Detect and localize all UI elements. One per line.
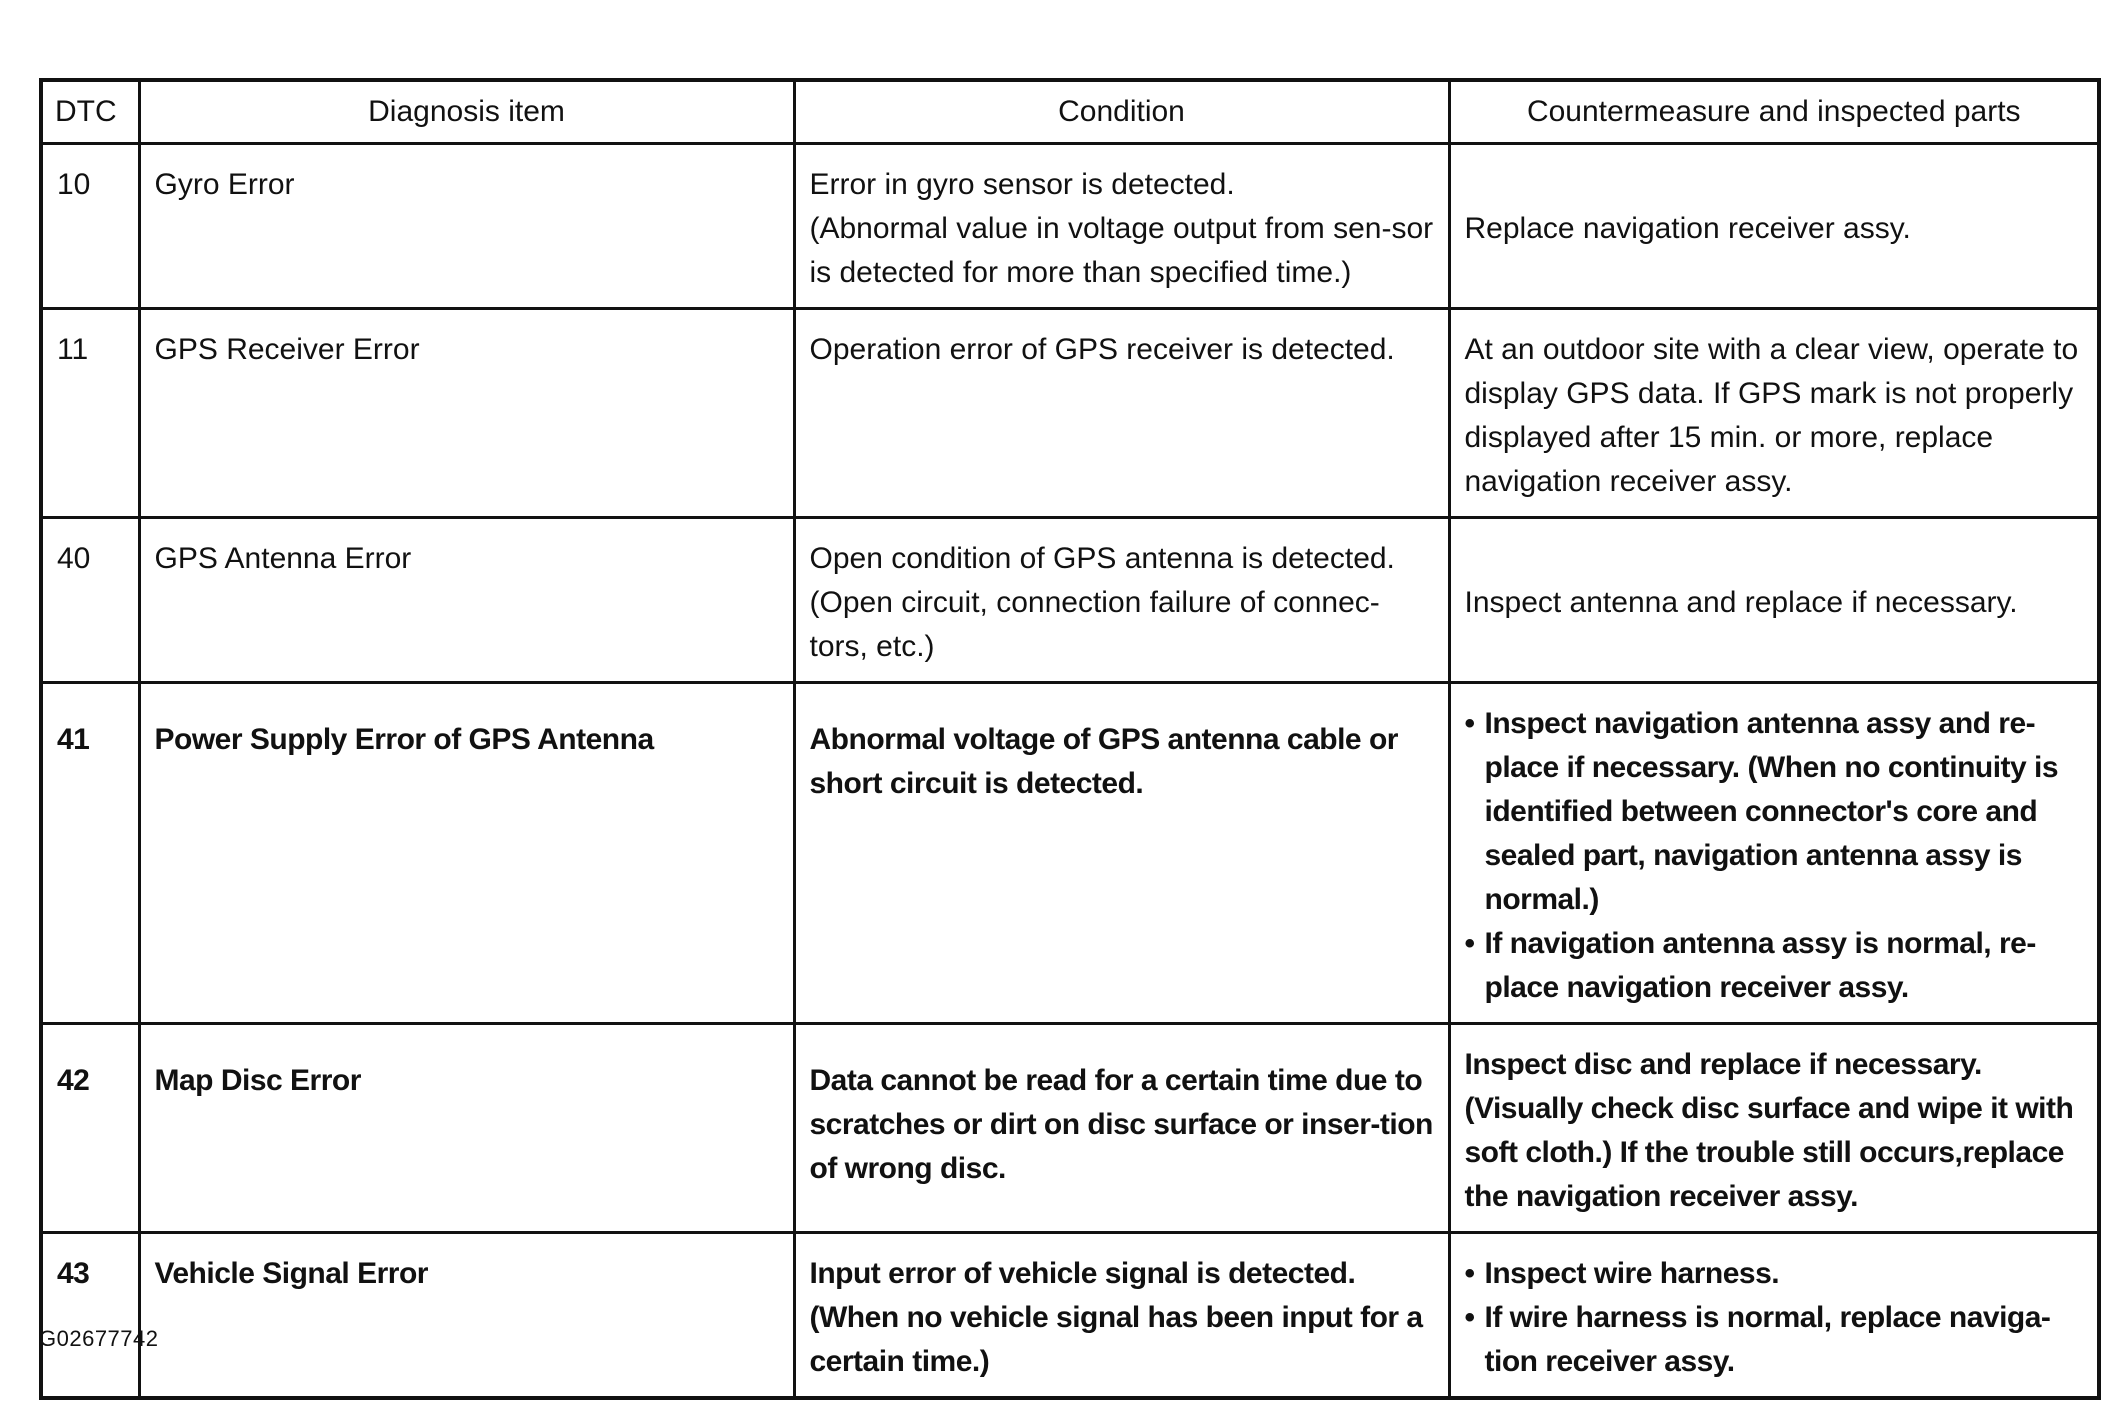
list-item: • If wire harness is normal, replace naviga-tion receiver assy. xyxy=(1465,1296,2084,1384)
diagnosis-item: Map Disc Error xyxy=(139,1024,794,1233)
dtc-table xyxy=(39,78,2101,1400)
table-row xyxy=(41,1024,2099,1233)
dtc-code: 43 xyxy=(41,1233,139,1399)
table-row xyxy=(41,683,2099,1024)
header-countermeasure: Countermeasure and inspected parts xyxy=(1449,80,2099,144)
countermeasure-cell: Inspect antenna and replace if necessary. xyxy=(1449,518,2099,683)
list-item: • Inspect navigation antenna assy and re-place if necessary. (When no continuity is identified between connector's core and sealed part, navigation antenna assy is normal.) xyxy=(1465,702,2084,922)
table-row xyxy=(41,144,2099,309)
condition-cell xyxy=(794,518,1449,683)
countermeasure-cell xyxy=(1449,1233,2099,1399)
condition-text: (When no vehicle signal has been input for a certain time.) xyxy=(809,1301,1423,1378)
condition-text: (Open circuit, connection failure of connec-tors, etc.) xyxy=(809,586,1380,663)
condition-cell: Operation error of GPS receiver is detected. xyxy=(794,309,1449,518)
condition-text: Open condition of GPS antenna is detected. xyxy=(809,542,1395,575)
table-header-row xyxy=(41,80,2099,144)
table-row xyxy=(41,518,2099,683)
condition-cell: Data cannot be read for a certain time due to scratches or dirt on disc surface or inser-tion of wrong disc. xyxy=(794,1024,1449,1233)
list-item: • If navigation antenna assy is normal, re-place navigation receiver assy. xyxy=(1465,922,2084,1010)
countermeasure-cell: At an outdoor site with a clear view, operate to display GPS data. If GPS mark is not properly displayed after 15 min. or more, replace navigation receiver assy. xyxy=(1449,309,2099,518)
condition-text: Input error of vehicle signal is detected. xyxy=(809,1257,1356,1290)
table-row xyxy=(41,1233,2099,1399)
dtc-code: 10 xyxy=(41,144,139,309)
header-condition: Condition xyxy=(794,80,1449,144)
condition-cell xyxy=(794,144,1449,309)
dtc-code: 42 xyxy=(41,1024,139,1233)
condition-text: Error in gyro sensor is detected. xyxy=(809,168,1235,201)
countermeasure-list xyxy=(1465,1252,2084,1384)
dtc-code: 11 xyxy=(41,309,139,518)
condition-cell xyxy=(794,1233,1449,1399)
diagnosis-item: Power Supply Error of GPS Antenna xyxy=(139,683,794,1024)
list-item: • Inspect wire harness. xyxy=(1465,1252,2084,1296)
diagnosis-item: Vehicle Signal Error xyxy=(139,1233,794,1399)
condition-text: (Abnormal value in voltage output from sen-sor is detected for more than specified time.) xyxy=(809,212,1434,289)
dtc-code: 40 xyxy=(41,518,139,683)
header-diagnosis-item: Diagnosis item xyxy=(139,80,794,144)
dtc-code: 41 xyxy=(41,683,139,1024)
diagnosis-item: GPS Receiver Error xyxy=(139,309,794,518)
diagnosis-item: GPS Antenna Error xyxy=(139,518,794,683)
countermeasure-list xyxy=(1465,702,2084,1010)
countermeasure-cell: Replace navigation receiver assy. xyxy=(1449,144,2099,309)
header-dtc: DTC xyxy=(41,80,139,144)
figure-id: G02677742 xyxy=(39,1326,159,1351)
countermeasure-cell xyxy=(1449,683,2099,1024)
countermeasure-cell: Inspect disc and replace if necessary. (Visually check disc surface and wipe it with soft cloth.) If the trouble still occurs,replace the navigation receiver assy. xyxy=(1449,1024,2099,1233)
diagnosis-item: Gyro Error xyxy=(139,144,794,309)
table-row xyxy=(41,309,2099,518)
condition-cell: Abnormal voltage of GPS antenna cable or short circuit is detected. xyxy=(794,683,1449,1024)
